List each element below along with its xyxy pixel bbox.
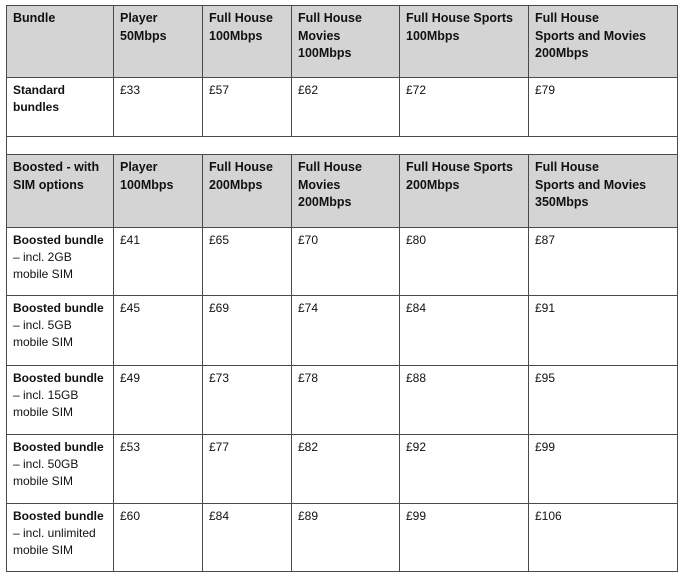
header-cell-full-house-sports-movies: Full House Sports and Movies 350Mbps	[529, 155, 678, 228]
row-label	[7, 366, 114, 435]
section-divider	[7, 137, 678, 155]
header-cell-full-house-sports-movies: Full House Sports and Movies 200Mbps	[529, 6, 678, 78]
table-row	[7, 366, 678, 435]
price-cell: £82	[292, 435, 400, 504]
price-cell: £106	[529, 504, 678, 572]
price-cell: £60	[114, 504, 203, 572]
header-cell-boosted: Boosted - with SIM options	[7, 155, 114, 228]
standard-section	[7, 6, 678, 155]
row-label-bold: Boosted bundle	[13, 440, 104, 454]
price-cell: £84	[203, 504, 292, 572]
divider-cell	[7, 137, 678, 155]
row-label-bold: Boosted bundle	[13, 509, 104, 523]
price-cell: £84	[400, 296, 529, 366]
row-label-detail: – incl. 15GB mobile SIM	[13, 388, 79, 419]
row-label	[7, 504, 114, 572]
price-cell: £88	[400, 366, 529, 435]
price-cell: £99	[400, 504, 529, 572]
price-cell: £77	[203, 435, 292, 504]
price-cell: £53	[114, 435, 203, 504]
header-cell-full-house-movies: Full House Movies 200Mbps	[292, 155, 400, 228]
price-cell: £92	[400, 435, 529, 504]
price-cell: £78	[292, 366, 400, 435]
row-label	[7, 296, 114, 366]
header-cell-player: Player 100Mbps	[114, 155, 203, 228]
price-cell: £65	[203, 228, 292, 296]
price-cell: £95	[529, 366, 678, 435]
row-label-bold: Boosted bundle	[13, 233, 104, 247]
row-label-detail: – incl. unlimited mobile SIM	[13, 526, 96, 557]
price-cell: £89	[292, 504, 400, 572]
table-row	[7, 504, 678, 572]
boosted-header-row	[7, 155, 678, 228]
header-cell-full-house-sports: Full House Sports 200Mbps	[400, 155, 529, 228]
price-cell: £74	[292, 296, 400, 366]
header-cell-full-house: Full House 200Mbps	[203, 155, 292, 228]
table-row	[7, 296, 678, 366]
price-cell: £91	[529, 296, 678, 366]
row-label-bold: Boosted bundle	[13, 301, 104, 315]
boosted-section	[7, 155, 678, 572]
header-cell-full-house-sports: Full House Sports 100Mbps	[400, 6, 529, 78]
row-label	[7, 228, 114, 296]
price-cell: £62	[292, 78, 400, 137]
header-cell-full-house: Full House 100Mbps	[203, 6, 292, 78]
row-label	[7, 435, 114, 504]
price-cell: £79	[529, 78, 678, 137]
price-cell: £80	[400, 228, 529, 296]
price-cell: £41	[114, 228, 203, 296]
price-cell: £69	[203, 296, 292, 366]
price-cell: £49	[114, 366, 203, 435]
row-label-detail: – incl. 50GB mobile SIM	[13, 457, 79, 488]
price-cell: £33	[114, 78, 203, 137]
table-row	[7, 435, 678, 504]
header-cell-full-house-movies: Full House Movies 100Mbps	[292, 6, 400, 78]
price-cell: £87	[529, 228, 678, 296]
price-cell: £45	[114, 296, 203, 366]
row-label: Standard bundles	[7, 78, 114, 137]
price-cell: £57	[203, 78, 292, 137]
header-cell-player: Player 50Mbps	[114, 6, 203, 78]
row-label-detail: – incl. 2GB mobile SIM	[13, 250, 74, 281]
bundle-price-table	[6, 5, 678, 572]
price-cell: £73	[203, 366, 292, 435]
table-row	[7, 78, 678, 137]
header-cell-bundle: Bundle	[7, 6, 114, 78]
row-label-detail: – incl. 5GB mobile SIM	[13, 318, 74, 349]
price-cell: £99	[529, 435, 678, 504]
row-label-bold: Boosted bundle	[13, 371, 104, 385]
price-cell: £70	[292, 228, 400, 296]
price-cell: £72	[400, 78, 529, 137]
table-row	[7, 228, 678, 296]
standard-header-row	[7, 6, 678, 78]
